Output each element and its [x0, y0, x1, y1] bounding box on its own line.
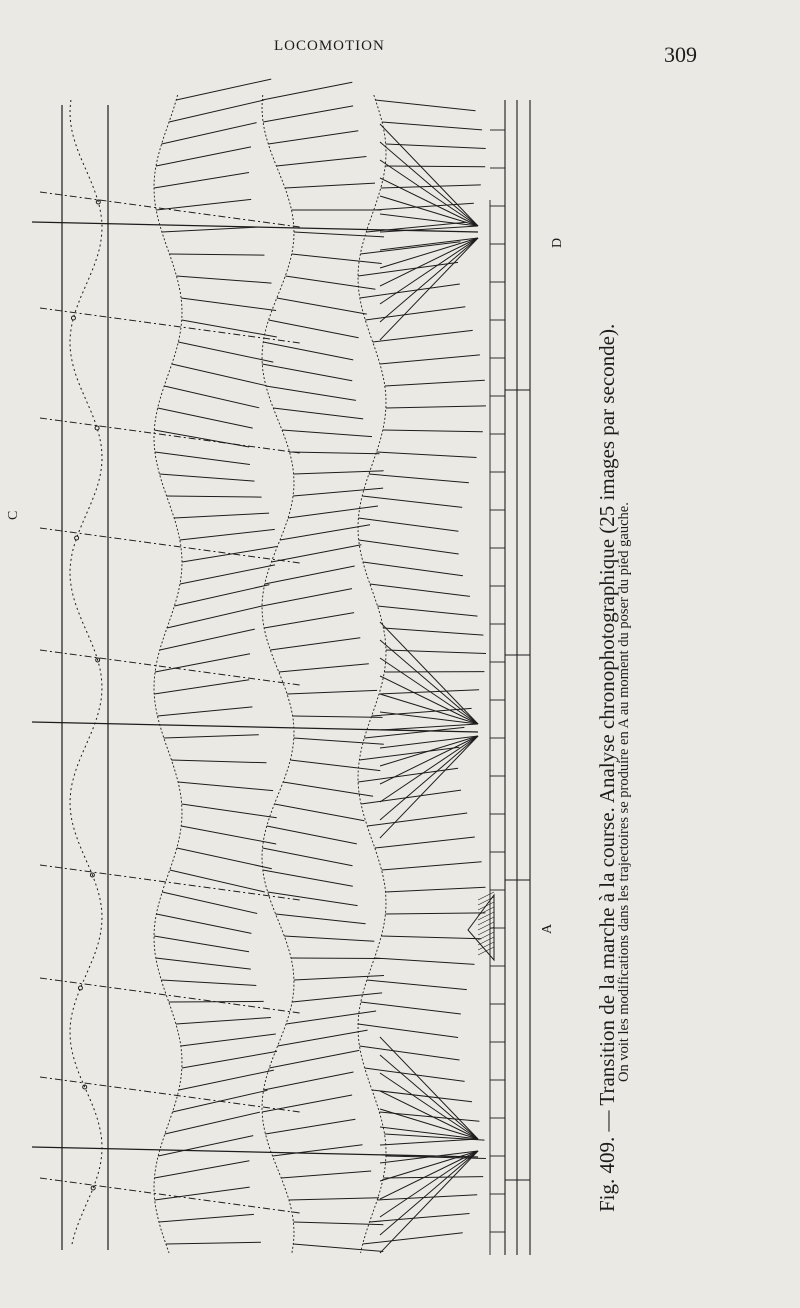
- limb-segment: [164, 386, 259, 408]
- limb-segment: [162, 123, 257, 144]
- limb-segment: [284, 936, 374, 941]
- limb-segment: [154, 680, 249, 694]
- figure-number: Fig. 409.: [595, 1136, 619, 1212]
- dash-dot-line: [40, 308, 300, 343]
- limb-segment: [156, 958, 251, 969]
- limb-segment: [262, 82, 352, 100]
- limb-segment: [382, 122, 482, 130]
- limb-segment: [154, 936, 249, 952]
- limb-segment: [179, 1070, 274, 1090]
- step-marker-line: [32, 722, 478, 732]
- limb-segment: [181, 826, 276, 844]
- head-trajectory: [70, 100, 102, 1246]
- limb-segment: [176, 79, 271, 100]
- limb-segment: [164, 735, 259, 738]
- limb-segment: [372, 1090, 472, 1102]
- limb-segment: [378, 606, 478, 616]
- foot-fan-line: [380, 238, 478, 322]
- limb-segment: [367, 980, 467, 990]
- limb-segment: [285, 183, 375, 188]
- trajectory-point: [95, 426, 99, 430]
- limb-segment: [156, 199, 251, 210]
- limb-segment: [280, 525, 370, 540]
- hatch-stroke: [478, 902, 494, 910]
- limb-segment: [291, 958, 381, 959]
- limb-segment: [172, 760, 267, 763]
- limb-segment: [358, 518, 458, 531]
- trajectory-point: [75, 536, 79, 540]
- dash-dot-line: [40, 1178, 300, 1213]
- limb-segment: [273, 408, 363, 419]
- limb-segment: [162, 892, 257, 914]
- hatch-stroke: [478, 907, 494, 915]
- limb-segment: [283, 782, 373, 796]
- limb-segment: [170, 870, 265, 892]
- limb-segment: [155, 452, 250, 465]
- limb-segment: [167, 496, 262, 497]
- limb-segment: [386, 650, 486, 654]
- limb-segment: [174, 585, 269, 606]
- foot-fan-line: [380, 1139, 478, 1145]
- limb-segment: [294, 232, 384, 237]
- limb-segment: [263, 848, 353, 866]
- limb-segment: [369, 474, 469, 483]
- limb-segment: [158, 408, 253, 428]
- limb-segment: [279, 664, 369, 672]
- limb-segment: [173, 1090, 268, 1112]
- limb-segment: [377, 452, 477, 458]
- limb-segment: [364, 727, 464, 738]
- dash-dot-line: [40, 1077, 300, 1112]
- dash-dot-line: [40, 418, 300, 453]
- limb-segment: [167, 606, 262, 628]
- limb-segment: [385, 913, 485, 914]
- limb-segment: [262, 589, 352, 606]
- limb-segment: [262, 364, 352, 381]
- limb-segment: [169, 254, 264, 255]
- foot-fan-line: [380, 1055, 478, 1139]
- limb-segment: [385, 380, 485, 386]
- limb-segment: [177, 276, 272, 283]
- limb-segment: [180, 565, 275, 584]
- limb-segment: [181, 1034, 276, 1046]
- figure-label-c: C: [6, 510, 21, 520]
- limb-segment: [277, 298, 367, 314]
- hatch-stroke: [478, 932, 494, 940]
- dash-dot-line: [40, 978, 300, 1013]
- limb-segment: [370, 1214, 470, 1223]
- limb-segment: [156, 147, 251, 166]
- limb-segment: [293, 488, 383, 496]
- limb-segment: [365, 1068, 465, 1081]
- limb-segment: [293, 716, 383, 717]
- limb-segment: [154, 173, 249, 189]
- limb-segment: [363, 562, 463, 576]
- limb-segment: [182, 547, 277, 563]
- limb-segment: [293, 1244, 383, 1252]
- limb-segment: [160, 629, 255, 650]
- joint-trajectory: [262, 95, 294, 1253]
- limb-segment: [289, 1198, 379, 1200]
- foot-fan-line: [380, 142, 478, 226]
- limb-segment: [287, 690, 377, 694]
- limb-segment: [281, 1171, 371, 1178]
- limb-segment: [154, 1161, 249, 1178]
- limb-segment: [174, 513, 269, 518]
- limb-segment: [178, 342, 273, 362]
- limb-segment: [158, 1136, 253, 1156]
- limb-segment: [361, 1002, 461, 1014]
- limb-segment: [264, 613, 354, 628]
- limb-segment: [162, 227, 257, 232]
- limb-segment: [165, 1112, 260, 1134]
- hatch-stroke: [478, 897, 494, 905]
- figure-caption-note: On voit les modifications dans les trajectoires se produire en A au moment du poser du pied gauche.: [616, 502, 632, 1082]
- limb-segment: [267, 826, 357, 844]
- hatch-stroke: [478, 937, 494, 945]
- limb-segment: [375, 958, 475, 964]
- limb-segment: [172, 364, 267, 386]
- page-number: 309: [664, 42, 697, 67]
- limb-segment: [154, 430, 249, 447]
- limb-segment: [376, 100, 476, 111]
- limb-segment: [360, 1046, 460, 1060]
- limb-segment: [386, 887, 486, 892]
- foot-fan-line: [380, 1151, 478, 1235]
- limb-segment: [270, 638, 360, 650]
- limb-segment: [268, 131, 358, 144]
- limb-segment: [160, 474, 255, 481]
- limb-segment: [375, 837, 475, 848]
- limb-segment: [263, 106, 353, 122]
- limb-segment: [380, 355, 480, 364]
- limb-segment: [278, 1030, 368, 1046]
- limb-segment: [263, 342, 353, 360]
- figure-guide-lines: [32, 100, 478, 1250]
- limb-segment: [274, 804, 364, 821]
- limb-segment: [161, 980, 256, 986]
- limb-segment: [262, 1095, 352, 1112]
- limb-segment: [363, 1233, 463, 1244]
- limb-segment: [367, 813, 467, 826]
- foot-fan-line: [380, 1091, 478, 1139]
- limb-segment: [265, 566, 355, 584]
- limb-segment: [276, 157, 366, 167]
- limb-segment: [155, 1187, 250, 1200]
- trajectory-point: [78, 986, 82, 990]
- limb-segment: [169, 1001, 264, 1002]
- foot-fan-line: [380, 676, 478, 724]
- limb-segment: [377, 1195, 477, 1200]
- limb-segment: [385, 166, 485, 167]
- limb-segment: [285, 276, 375, 289]
- limb-segment: [290, 760, 380, 771]
- limb-segment: [379, 690, 479, 694]
- limb-segment: [370, 584, 470, 596]
- limb-segment: [182, 1051, 277, 1068]
- joint-trajectory: [358, 95, 386, 1253]
- figure-body-lines: [154, 79, 494, 1253]
- limb-segment: [381, 936, 481, 939]
- foot-fan-line: [380, 736, 478, 820]
- limb-segment: [288, 506, 378, 518]
- limb-segment: [176, 1018, 271, 1025]
- limb-segment: [383, 430, 483, 432]
- limb-segment: [155, 654, 250, 672]
- hatch-stroke: [478, 922, 494, 930]
- limb-segment: [177, 848, 272, 869]
- limb-segment: [264, 1072, 354, 1090]
- limb-segment: [294, 471, 384, 474]
- limb-segment: [383, 628, 483, 635]
- limb-segment: [268, 892, 358, 906]
- figure-ground-track: [490, 100, 530, 1255]
- limb-segment: [265, 1119, 355, 1134]
- limb-segment: [263, 870, 353, 886]
- limb-segment: [269, 320, 359, 338]
- limb-segment: [169, 100, 264, 122]
- step-marker-line: [32, 1147, 478, 1157]
- joint-trajectory: [154, 95, 182, 1253]
- limb-segment: [271, 545, 361, 562]
- limb-segment: [181, 298, 276, 311]
- dash-dot-line: [40, 192, 300, 227]
- limb-segment: [182, 320, 277, 337]
- limb-segment: [294, 976, 384, 981]
- dash-dot-line: [40, 650, 300, 685]
- limb-segment: [361, 790, 461, 804]
- limb-segment: [386, 406, 486, 408]
- limb-segment: [292, 993, 382, 1002]
- limb-segment: [178, 782, 273, 791]
- foot-fan-line: [380, 1151, 478, 1199]
- limb-segment: [382, 862, 482, 870]
- hatch-stroke: [478, 917, 494, 925]
- limb-segment: [156, 914, 251, 933]
- limb-segment: [292, 254, 382, 264]
- hatch-stroke: [478, 942, 494, 950]
- limb-segment: [365, 307, 465, 320]
- limb-segment: [276, 914, 366, 924]
- limb-segment: [290, 452, 380, 454]
- limb-segment: [359, 540, 459, 554]
- limb-segment: [269, 1050, 359, 1068]
- figure-title: — Transition de la marche à la course. Analyse chronophotographique (25 images par seconde).: [595, 323, 619, 1137]
- figure-label-a: A: [540, 923, 555, 934]
- limb-segment: [282, 430, 372, 437]
- limb-segment: [166, 1242, 261, 1244]
- hatch-stroke: [478, 947, 494, 955]
- limb-segment: [159, 1214, 254, 1222]
- limb-segment: [157, 707, 252, 716]
- limb-segment: [180, 529, 275, 540]
- limb-segment: [182, 804, 277, 818]
- figure-label-d: D: [550, 237, 565, 248]
- limb-segment: [383, 1177, 483, 1178]
- limb-segment: [294, 738, 384, 744]
- dash-dot-line: [40, 528, 300, 563]
- foot-fan-line: [380, 724, 478, 730]
- foot-fan-line: [380, 736, 478, 784]
- running-head: LOCOMOTION: [274, 38, 385, 54]
- limb-segment: [358, 1024, 458, 1038]
- limb-segment: [266, 386, 356, 400]
